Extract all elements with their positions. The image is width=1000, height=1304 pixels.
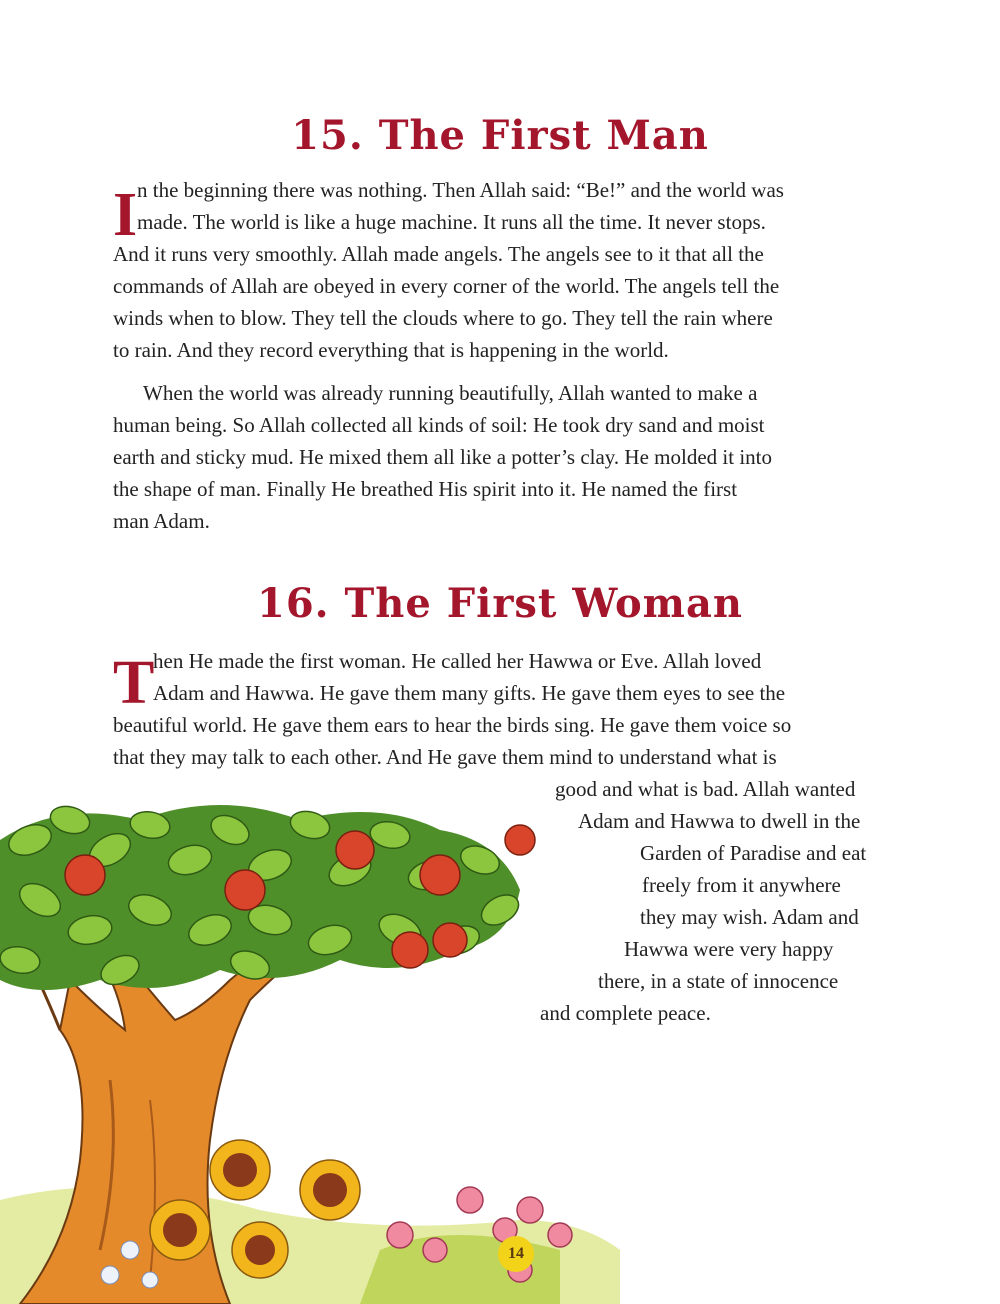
text-line: n the beginning there was nothing. Then Allah said: “Be!” and the world was [137, 178, 784, 202]
heading-first-man: 15. The First Man [291, 112, 709, 159]
text-line: freely from it anywhere [642, 873, 841, 897]
text-line: human being. So Allah collected all kinds of soil: He took dry sand and moist [113, 413, 765, 437]
text-line: and complete peace. [540, 1001, 711, 1025]
drop-cap-t: T [113, 649, 155, 717]
text-line: to rain. And they record everything that is happening in the world. [113, 338, 669, 362]
text-line: the shape of man. Finally He breathed His spirit into it. He named the first [113, 477, 738, 501]
text-line: winds when to blow. They tell the clouds where to go. They tell the rain where [113, 306, 773, 330]
text-line: Garden of Paradise and eat [640, 841, 867, 865]
text-line: that they may talk to each other. And He gave them mind to understand what is [113, 745, 777, 769]
page-number: 14 [498, 1236, 534, 1272]
text-line: beautiful world. He gave them ears to hear the birds sing. He gave them voice so [113, 713, 792, 737]
apple-tree-with-flowers-illustration [0, 780, 620, 1304]
text-line: commands of Allah are obeyed in every corner of the world. The angels tell the [113, 274, 780, 298]
text-line: When the world was already running beautifully, Allah wanted to make a [143, 381, 758, 405]
text-line: man Adam. [113, 509, 210, 533]
text-line: earth and sticky mud. He mixed them all like a potter’s clay. He molded it into [113, 445, 772, 469]
text-line: Adam and Hawwa. He gave them many gifts. He gave them eyes to see the [153, 681, 786, 705]
text-line: there, in a state of innocence [598, 969, 839, 993]
text-line: hen He made the first woman. He called her Hawwa or Eve. Allah loved [153, 649, 762, 673]
text-line: good and what is bad. Allah wanted [555, 777, 856, 801]
text-line: Adam and Hawwa to dwell in the [578, 809, 861, 833]
text-line: Hawwa were very happy [624, 937, 834, 961]
drop-cap-i: I [113, 181, 138, 249]
heading-first-woman: 16. The First Woman [257, 580, 743, 627]
text-line: made. The world is like a huge machine. It runs all the time. It never stops. [137, 210, 766, 234]
text-line: they may wish. Adam and [640, 905, 859, 929]
text-line: And it runs very smoothly. Allah made angels. The angels see to it that all the [113, 242, 764, 266]
